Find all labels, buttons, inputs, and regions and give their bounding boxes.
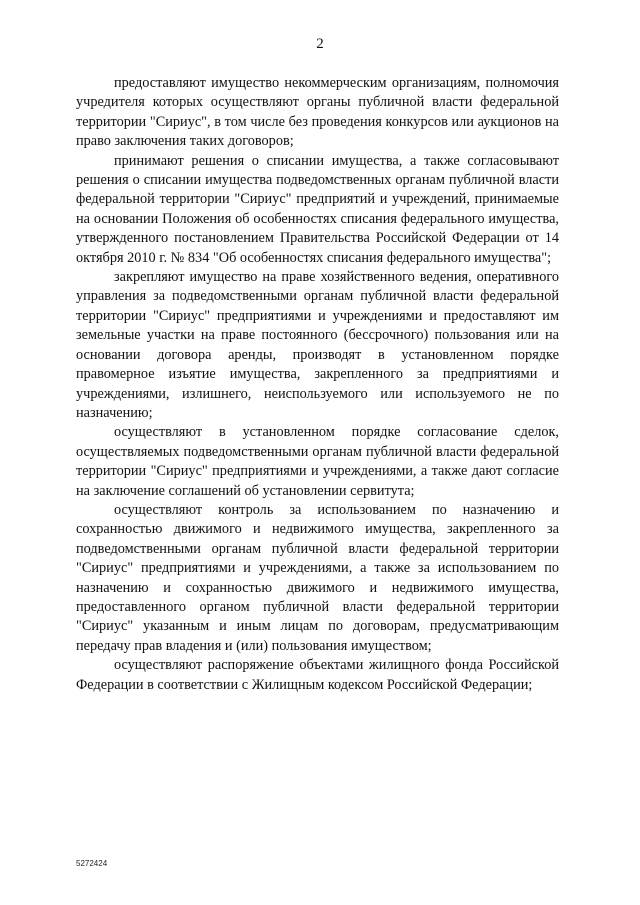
paragraph: осуществляют в установленном порядке согласование сделок, осуществляемых подведомственными органам публичной власти федеральной территории "Сириус" предприятиями и учреждениями, а также дают согласие на заключение соглашений об установлении сервитута; — [76, 424, 559, 499]
document-body — [76, 74, 559, 695]
paragraph: принимают решения о списании имущества, а также согласовывают решения о списании имущества подведомственных органам публичной власти федеральной территории "Сириус" предприятий и учреждений, принимаемые на основании Положения об особенностях списания федерального имущества, утвержденного постановлением Правительства Российской Федерации от 14 октября 2010 г. № 834 "Об особенностях списания федерального имущества"; — [76, 152, 559, 266]
paragraph: предоставляют имущество некоммерческим организациям, полномочия учредителя которых осуществляют органы публичной власти федеральной территории "Сириус", в том числе без проведения конкурсов или аукционов на право заключения таких договоров; — [76, 75, 559, 150]
paragraph: закрепляют имущество на праве хозяйственного ведения, оперативного управления за подведомственными органам публичной власти федеральной территории "Сириус" предприятиями и учреждениями и предоставляют им земельные участки на праве постоянного (бессрочного) пользования или на основании договора аренды, производят в установленном порядке правомерное изъятие имущества, закрепленного за предприятиями и учреждениями, излишнего, неиспользуемого или используемого не по назначению; — [76, 269, 559, 421]
page-number: 2 — [316, 36, 324, 52]
document-code: 5272424 — [76, 859, 108, 868]
paragraph: осуществляют контроль за использованием по назначению и сохранностью движимого и недвижимого имущества, закрепленного за подведомственными органам публичной власти федеральной территории "Сириус" предприятиями и учреждениями, а также за использованием по назначению и сохранностью движимого и недвижимого имущества, предоставленного органом публичной власти федеральной территории "Сириус" указанным и иным лицам по договорам, предусматривающим передачу прав владения и (или) пользования имуществом; — [76, 501, 559, 654]
paragraph: осуществляют распоряжение объектами жилищного фонда Российской Федерации в соответствии с Жилищным кодексом Российской Федерации; — [76, 657, 559, 693]
